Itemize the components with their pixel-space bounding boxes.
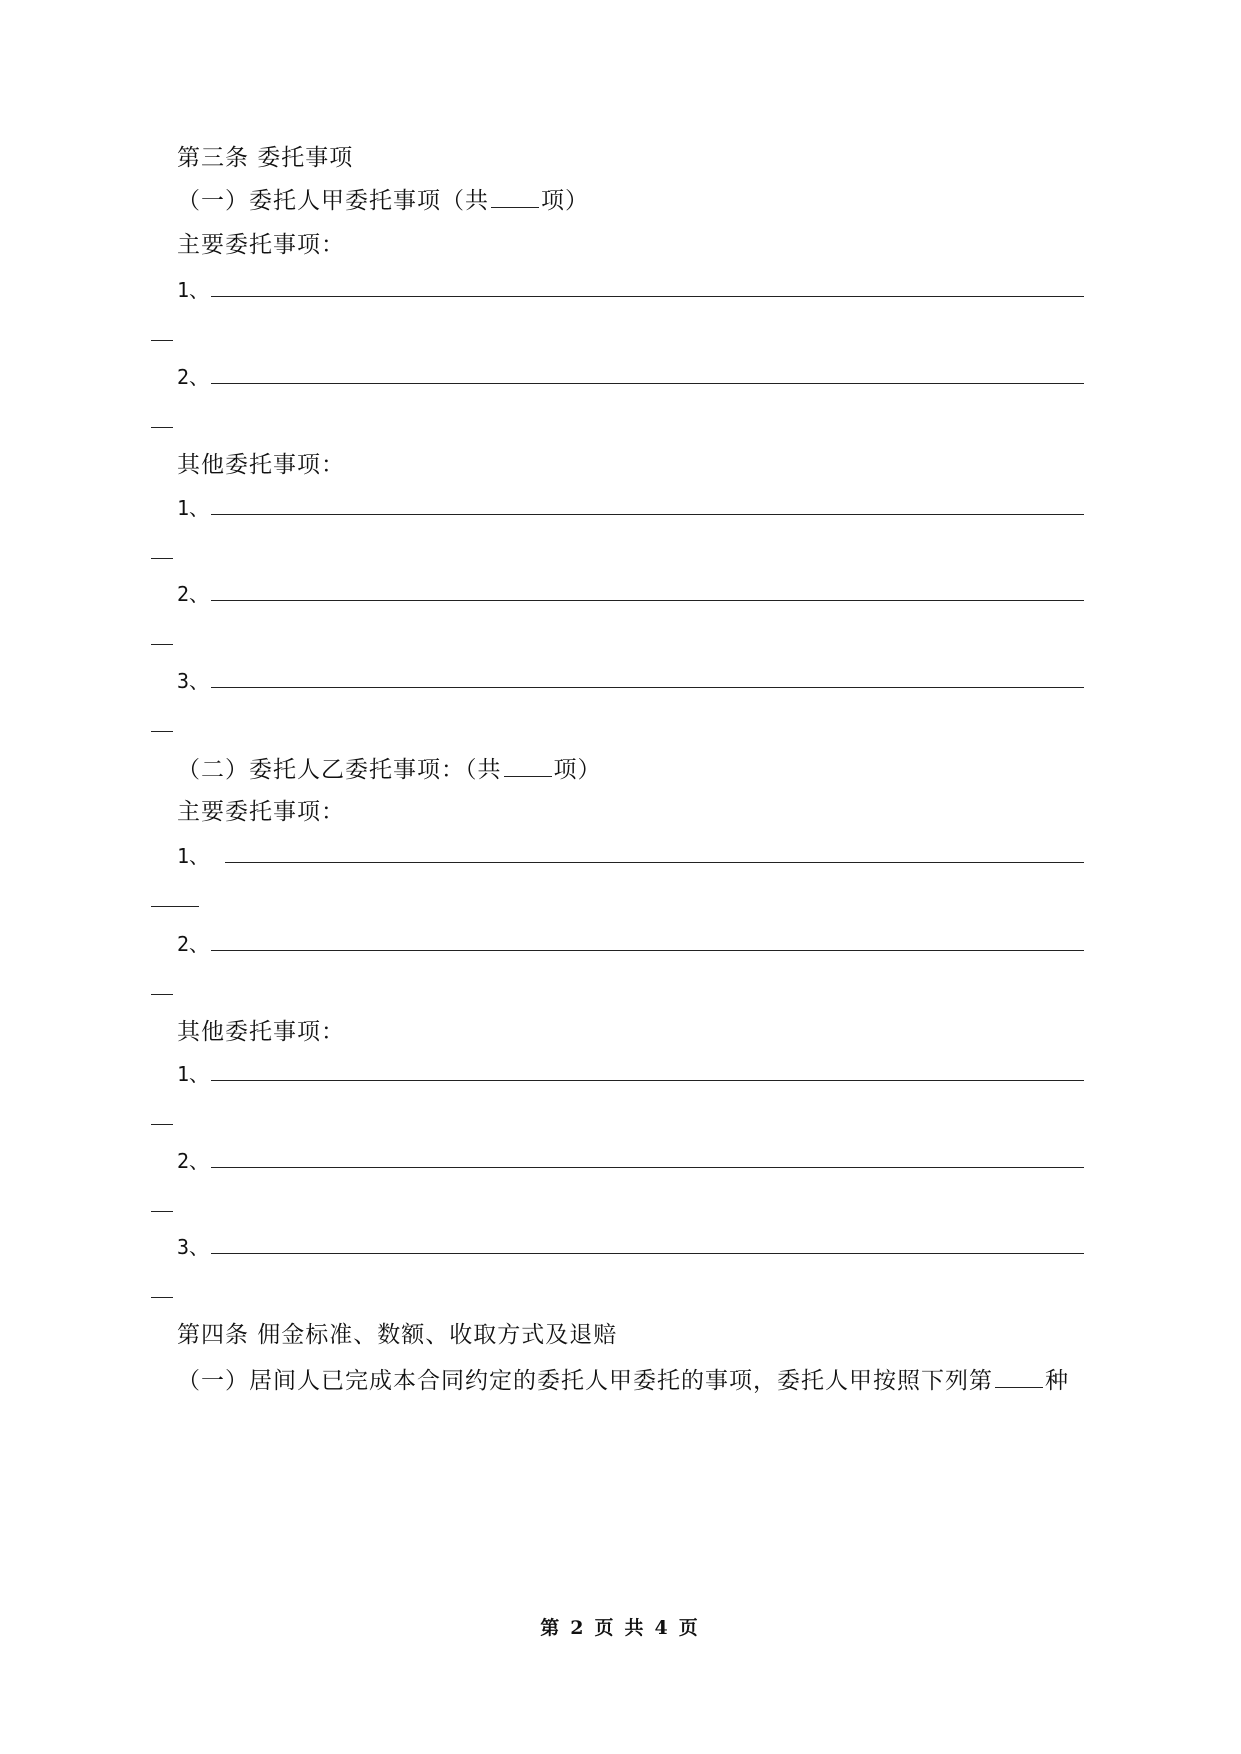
partyB-main-item-2-wrap (151, 994, 173, 995)
partyB-main-item-2-number: 2、 (177, 932, 210, 956)
partyA-main-item-1-number: 1、 (177, 278, 210, 302)
partyB-other-item-2-field[interactable] (211, 1167, 1084, 1168)
partyB-title-prefix: （二）委托人乙委托事项：（共 (177, 757, 502, 783)
article3-heading: 第三条 委托事项 (177, 145, 354, 171)
partyA-other-item-1-field[interactable] (211, 514, 1084, 515)
partyA-other-item-1-number: 1、 (177, 496, 210, 520)
article4-para1-suffix: 种 (1045, 1368, 1069, 1394)
partyA-main-item-1-field[interactable] (211, 296, 1084, 297)
partyB-title (177, 754, 602, 785)
footer-word-di: 第 (540, 1617, 563, 1639)
partyB-other-item-3-field[interactable] (211, 1253, 1084, 1254)
article4-paragraph-1 (177, 1365, 1069, 1396)
partyA-count-blank[interactable] (491, 185, 539, 208)
partyA-other-item-1-wrap (151, 558, 173, 559)
footer-word-gong: 共 (624, 1617, 647, 1639)
partyA-title (177, 185, 589, 216)
partyA-main-item-2-field[interactable] (211, 383, 1084, 384)
partyB-count-blank[interactable] (504, 754, 552, 777)
page-footer (0, 1613, 1241, 1640)
partyA-other-item-2-number: 2、 (177, 582, 210, 606)
partyB-other-item-1-field[interactable] (211, 1080, 1084, 1081)
partyA-other-item-2-field[interactable] (211, 600, 1084, 601)
partyA-other-item-3-wrap (151, 731, 173, 732)
partyA-other-item-3-field[interactable] (211, 687, 1084, 688)
footer-word-ye: 页 (594, 1617, 617, 1639)
partyB-other-item-1-number: 1、 (177, 1062, 210, 1086)
partyA-main-item-2-number: 2、 (177, 365, 210, 389)
partyA-main-item-2-wrap (151, 427, 173, 428)
partyB-main-item-2-field[interactable] (211, 950, 1084, 951)
partyA-title-suffix: 项） (541, 188, 589, 214)
partyA-main-label: 主要委托事项： (177, 232, 345, 258)
partyB-other-item-3-wrap (151, 1297, 173, 1298)
partyB-other-item-3-number: 3、 (177, 1235, 210, 1259)
partyA-other-label: 其他委托事项： (177, 452, 345, 478)
partyB-other-item-1-wrap (151, 1124, 173, 1125)
partyB-main-item-1-wrap (151, 906, 199, 907)
partyB-main-item-1-number: 1、 (177, 844, 210, 868)
partyB-other-item-2-number: 2、 (177, 1149, 210, 1173)
partyA-other-item-2-wrap (151, 644, 173, 645)
partyA-other-item-3-number: 3、 (177, 669, 210, 693)
footer-page-number: 2 (570, 1617, 587, 1639)
partyB-other-label: 其他委托事项： (177, 1019, 345, 1045)
partyA-main-item-1-wrap (151, 340, 173, 341)
footer-total-pages: 4 (654, 1617, 671, 1639)
partyB-title-suffix: 项） (553, 757, 602, 783)
partyB-other-item-2-wrap (151, 1211, 173, 1212)
article4-para1-prefix: （一）居间人已完成本合同约定的委托人甲委托的事项，委托人甲按照下列第 (177, 1368, 993, 1394)
article4-method-blank[interactable] (995, 1365, 1043, 1388)
footer-word-ye-2: 页 (678, 1617, 701, 1639)
partyB-main-item-1-field[interactable] (225, 862, 1084, 863)
partyA-title-prefix: （一）委托人甲委托事项（共 (177, 188, 489, 214)
article4-heading: 第四条 佣金标准、数额、收取方式及退赔 (177, 1322, 618, 1348)
partyB-main-label: 主要委托事项： (177, 799, 345, 825)
